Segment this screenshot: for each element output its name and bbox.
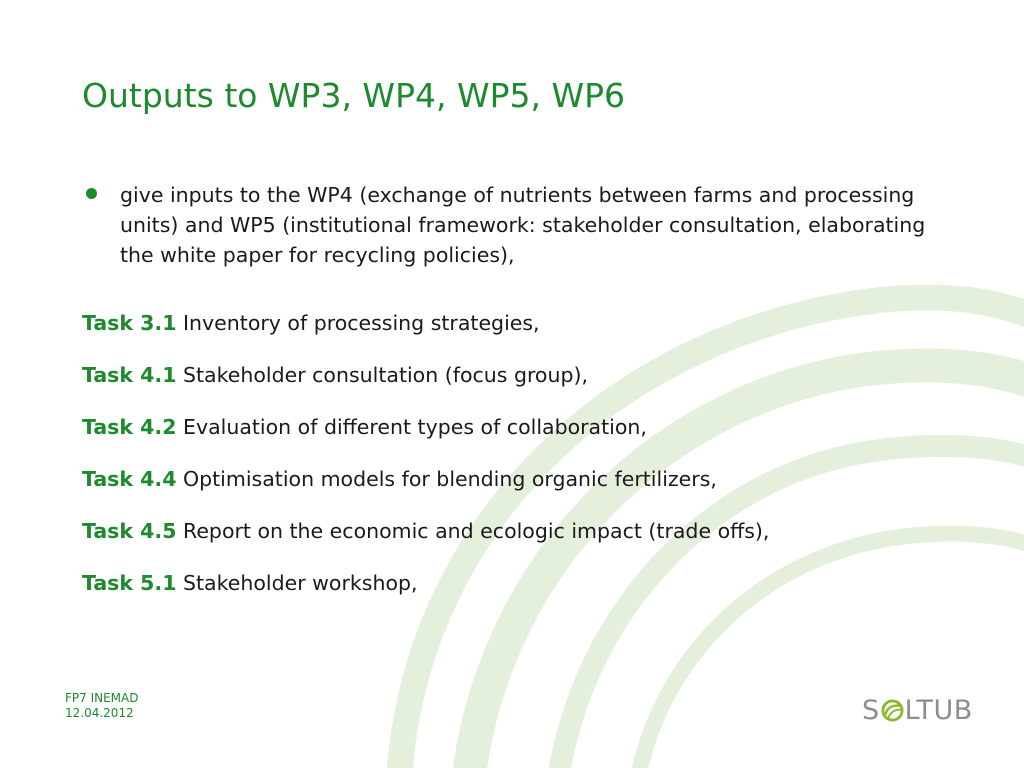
logo-prefix: S [862,695,880,726]
task-label: Task 4.1 [82,363,177,387]
slide-title: Outputs to WP3, WP4, WP5, WP6 [82,76,625,115]
bullet-item [82,180,932,270]
soltub-logo [862,695,973,726]
task-item [82,568,769,620]
task-description: Stakeholder consultation (focus group), [183,363,588,387]
task-description: Optimisation models for blending organic fertilizers, [183,467,717,491]
task-item [82,412,769,464]
task-item [82,516,769,568]
soltub-swirl-o-icon [881,699,904,722]
task-item [82,308,769,360]
task-description: Stakeholder workshop, [183,571,418,595]
task-description: Report on the economic and ecologic impact (trade offs), [183,519,770,543]
task-description: Inventory of processing strategies, [183,311,540,335]
logo-suffix: LTUB [904,695,973,726]
footer [65,691,139,721]
task-label: Task 5.1 [82,571,177,595]
task-list [82,308,769,620]
bullet-dot-icon [86,188,97,199]
bullet-text: give inputs to the WP4 (exchange of nutrients between farms and processing units) and WP5 (institutional framework: stakeholder consultation, elaborating the white paper for recycling policies), [120,183,926,267]
task-label: Task 4.4 [82,467,177,491]
task-label: Task 4.5 [82,519,177,543]
task-label: Task 3.1 [82,311,177,335]
task-item [82,360,769,412]
footer-date: 12.04.2012 [65,706,134,720]
footer-project: FP7 INEMAD [65,691,139,705]
task-description: Evaluation of different types of collaboration, [183,415,647,439]
task-item [82,464,769,516]
task-label: Task 4.2 [82,415,177,439]
